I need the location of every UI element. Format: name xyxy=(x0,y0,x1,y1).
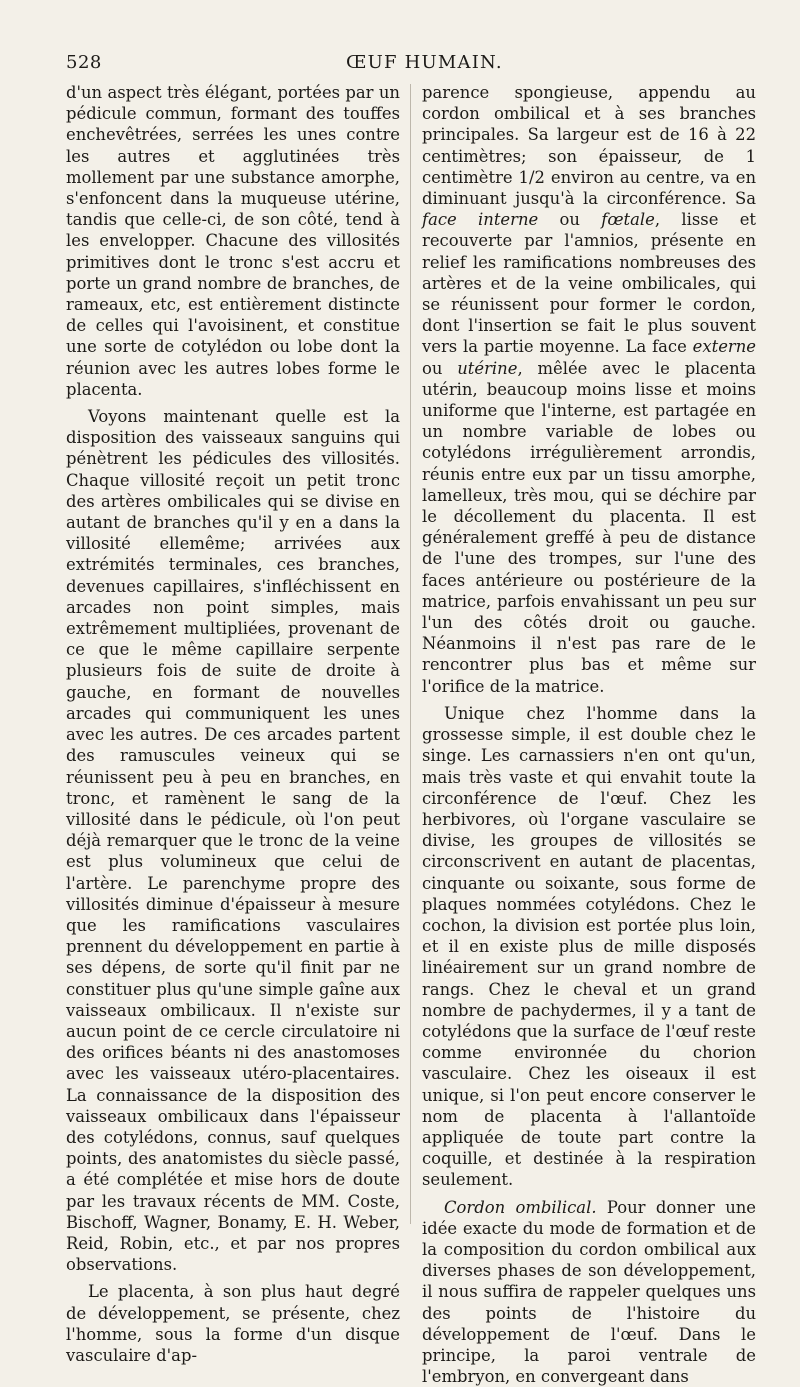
text-run: , mêlée avec le placenta utérin, beaucoup moins lisse et moins uniforme que l'interne, est partagée en un nombre variable de lobes ou cotylédons irrégulièrement arrondis, réunis entre eux par un tissu amorphe, lamelleux, très mou, qui se déchire par le décollement du placenta. Il est généralement greffé à peu de distance de l'une des trompes, sur l'une des faces antérieure ou postérieure de la matrice, parfois envahissant un peu sur l'un des côtés droit ou gauche. Néanmoins il n'est pas rare de le rencontrer plus bas et même sur l'orifice de la matrice. xyxy=(422,358,756,696)
emphasis-face-interne: face interne xyxy=(422,210,539,230)
right-column xyxy=(422,82,756,1387)
right-paragraph-3 xyxy=(422,1197,756,1387)
left-paragraph-2: Voyons maintenant quelle est la disposition des vaisseaux sanguins qui pénètrent les pédicules des villosités. Chaque villosité reçoit un petit tronc des artères ombilicales qui se divise en autant de branches qu'il y en a dans la villosité ellemême; arrivées aux extrémités terminales, ces branches, devenues capillaires, s'infléchissent en arcades non point simples, mais extrêmement multipliées, provenant de ce que le même capillaire serpente plusieurs fois de suite de droite à gauche, en formant de nouvelles arcades qui communiquent les unes avec les autres. De ces arcades partent des ramuscules veineux qui se réunissent peu à peu en branches, en tronc, et ramènent le sang de la villosité dans le pédicule, où l'on peut déjà remarquer que le tronc de la veine est plus volumineux que celui de l'artère. Le parenchyme propre des villosités diminue d'épaisseur à mesure que les ramifications vasculaires prennent du développement en partie à ses dépens, de sorte qu'il finit par ne constituer plus qu'une simple gaîne aux vaisseaux ombilicaux. Il n'existe sur aucun point de ce cercle circulatoire ni des orifices béants ni des anastomoses avec les vaisseaux utéro-placentaires. La connaissance de la disposition des vaisseaux ombilicaux dans l'épaisseur des cotylédons, connus, sauf quelques points, des anatomistes du siècle passé, a été complétée et mise hors de doute par les travaux récents de MM. Coste, Bischoff, Wagner, Bonamy, E. H. Weber, Reid, Robin, etc., et par nos propres observations. xyxy=(66,407,400,1275)
column-divider xyxy=(410,84,411,1224)
text-run: parence spongieuse, appendu au cordon ombilical et à ses branches principales. Sa largeur est de 16 à 22 centimètres; son épaisseur, de 1 centimètre 1/2 environ au centre, va en diminuant jusqu'à la circonférence. Sa xyxy=(422,83,756,209)
emphasis-uterine: utérine xyxy=(457,358,518,378)
text-run: , lisse et recouverte par l'amnios, présente en relief les ramifications nombreuses des artères et de la veine ombilicales, qui se réunissent pour former le cordon, dont l'insertion se fait le plus souvent vers la partie moyenne. La face xyxy=(422,210,756,357)
right-paragraph-1 xyxy=(422,82,756,697)
left-paragraph-3: Le placenta, à son plus haut degré de développement, se présente, chez l'homme, sous la forme d'un disque vasculaire d'ap- xyxy=(66,1282,400,1365)
running-title: ŒUF HUMAIN. xyxy=(346,52,503,73)
text-run: ou xyxy=(422,358,458,378)
text-run: Pour donner une idée exacte du mode de formation et de la composition du cordon ombilical aux diverses phases de son développement, il nous suffira de rappeler quelques uns des points de l'histoire du développement de l'œuf. Dans le principe, la paroi ventrale de l'embryon, en convergeant dans xyxy=(422,1197,757,1387)
emphasis-foetale: fœtale xyxy=(601,210,655,230)
page-header xyxy=(66,52,756,78)
left-paragraph-1: d'un aspect très élégant, portées par un pédicule commun, formant des touffes enchevêtrées, serrées les unes contre les autres et agglutinées très mollement par une substance amorphe, s'enfoncent dans la muqueuse utérine, tandis que celle-ci, de son côté, tend à les envelopper. Chacune des villosités primitives dont le tronc s'est accru et porte un grand nombre de branches, de rameaux, etc, est entièrement distincte de celles qui l'avoisinent, et constitue une sorte de cotylédon ou lobe dont la réunion avec les autres lobes forme le placenta. xyxy=(66,83,400,399)
page-number: 528 xyxy=(66,52,102,73)
left-column xyxy=(66,82,400,1366)
right-paragraph-2: Unique chez l'homme dans la grossesse simple, il est double chez le singe. Les carnassiers n'en ont qu'un, mais très vaste et qui envahit toute la circonférence de l'œuf. Chez les herbivores, où l'organe vasculaire se divise, les groupes de villosités se circonscrivent en autant de placentas, cinquante ou soixante, sous forme de plaques nommées cotylédons. Chez le cochon, la division est portée plus loin, et il en existe plus de mille disposés linéairement sur un grand nombre de rangs. Chez le cheval et un grand nombre de pachydermes, il y a tant de cotylédons que la surface de l'œuf reste comme environnée du chorion vasculaire. Chez les oiseaux il est unique, si l'on peut encore conserver le nom de placenta à l'allantoïde appliquée de toute part contre la coquille, et destinée à la respiration seulement. xyxy=(422,703,756,1190)
section-heading-cordon-ombilical: Cordon ombilical. xyxy=(444,1197,597,1217)
text-run: ou xyxy=(538,210,602,230)
emphasis-externe: externe xyxy=(692,337,756,357)
